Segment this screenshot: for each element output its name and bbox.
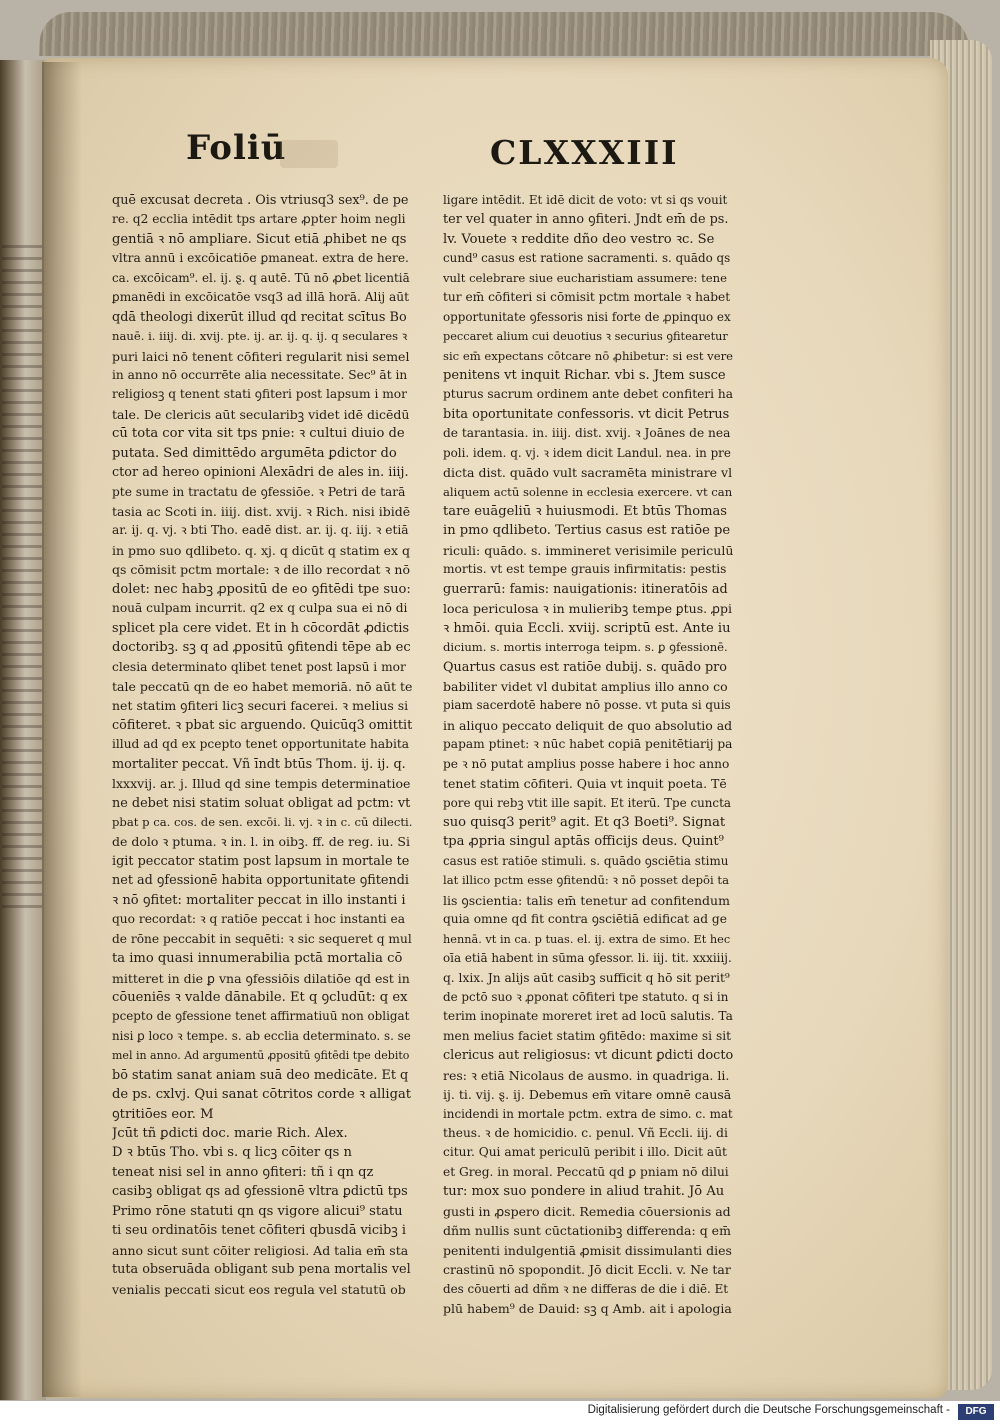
text-line: tasia ac Scoti in. iiij. dist. xvij. ꝛ Rich. nisi ibidē — [112, 504, 411, 519]
text-line: bita oportunitate confessoris. vt dicit Petrus — [443, 406, 730, 422]
text-line: pe ꝛ nō putat amplius posse habere i hoc anno — [443, 756, 730, 771]
text-line: res: ꝛ etiā Nicolaus de ausmo. in quadriga. li. — [443, 1067, 730, 1083]
text-line: teneat nisi sel in anno ꝯfiteri: tñ i qn qz — [112, 1164, 374, 1180]
text-line: religiosꝫ q tenent stati ꝯfiteri post lapsum i mor — [112, 387, 407, 402]
text-line: mitteret in die ꝑ vna ꝯfessiōis dilatiōe qd est in — [112, 970, 410, 986]
text-line: ctor ad hereo opinioni Alexādri de ales in. iiij. — [112, 465, 409, 481]
text-line: clesia determinato qlibet tenet post lapsū i mor — [112, 659, 406, 674]
text-line: splicet pla cere videt. Et in h cōcordāt ꝓdictis — [112, 620, 410, 636]
text-line: poli. idem. q. vj. ꝛ idem dicit Landul. nea. in pre — [443, 445, 731, 460]
digitization-credit: Digitalisierung gefördert durch die Deutsche Forschungsgemeinschaft - — [587, 1404, 950, 1416]
text-line: lis ꝯscientia: talis em̄ tenetur ad confitendum — [443, 892, 730, 908]
text-line: ta imo quasi innumerabilia pctā mortalia cō — [112, 951, 403, 967]
text-line: Jcūt tñ ꝑdicti doc. marie Rich. Alex. — [112, 1126, 348, 1141]
text-column-left — [112, 191, 412, 1299]
text-line: illud ad qd ex pcepto tenet opportunitate habita — [112, 737, 410, 752]
text-line: sic em̄ expectans cōtcare nō ꝓhibetur: si est vere — [443, 348, 733, 363]
text-line: anno sicut sunt cōiter religiosi. Ad talia em̄ sta — [112, 1242, 409, 1258]
text-line: men melius faciet statim ꝯfitēdo: maxime si sit — [443, 1028, 731, 1043]
text-line: puri laici nō tenent cōfiteri regularit nisi semel — [112, 348, 410, 364]
text-line: de tarantasia. in. iiij. dist. xvij. ꝛ Joānes de nea — [443, 426, 731, 441]
text-line: pore qui rebꝫ vtit ille sapit. Et iterū. Tpe cuncta — [443, 795, 731, 810]
text-line: ꝛ nō ꝯfitet: mortaliter peccat in illo instanti i — [112, 892, 406, 908]
text-line: ti seu ordinatōis tenet cōfiteri qbusdā vicibꝫ i — [112, 1223, 407, 1239]
text-line: pbat p ca. cos. de sen. excōi. li. vj. ꝛ in c. cū dilecti. — [112, 815, 412, 829]
dfg-logo: DFG — [958, 1404, 994, 1420]
text-line: tpa ꝓpria singul aptās officijs deus. Quint⁹ — [443, 834, 724, 850]
text-line: qs cōmisit pctm mortale: ꝛ de illo recordat ꝛ nō — [112, 562, 411, 578]
text-line: nisi ꝑ loco ꝛ tempe. s. ab ecclia determinato. s. se — [112, 1028, 411, 1043]
facing-page-edge — [0, 60, 46, 1400]
text-line: opportunitate ꝯfessoris nisi forte de ꝓpinquo ex — [443, 309, 731, 324]
text-line: vult celebrare siue eucharistiam assumere: tene — [443, 270, 727, 285]
text-line: cōfiteret. ꝛ pbat sic arguendo. Quicūq3 omittit — [112, 717, 412, 733]
text-line: pte sume in tractatu de ꝯfessiōe. ꝛ Petri de tarā — [112, 484, 406, 499]
text-line: mel in anno. Ad argumentū ꝓpositū ꝯfitēdi tpe debito — [112, 1049, 410, 1063]
text-line: oīa etiā habent in sūma ꝯfessor. li. iij. tit. xxxiiij. — [443, 951, 732, 966]
text-line: riculi: quādo. s. immineret verisimile periculū — [443, 542, 733, 558]
text-line: dolet: nec habꝫ ꝓpositū de eo ꝯfitēdi tpe suo: — [112, 581, 411, 597]
text-line: gentiā ꝛ nō ampliare. Sicut etiā ꝓhibet ne qs — [112, 231, 407, 247]
text-line: bō statim sanat aniam suā deo medicāte. Et q — [112, 1067, 409, 1083]
text-line: lat illico pctm esse ꝯfitendū: ꝛ nō posset depōi ta — [443, 873, 729, 888]
text-line: piam sacerdotē habere nō posse. vt puta si quis — [443, 698, 731, 713]
text-line: penitenti indulgentiā ꝓmisit dissimulanti dies — [443, 1242, 732, 1258]
text-line: in anno nō occurrēte alia necessitate. Sec⁹ āt in — [112, 367, 408, 382]
facing-page-text-fragment — [2, 245, 42, 915]
text-line: terim inopinate moreret iret ad locū salutis. Ta — [443, 1009, 733, 1024]
text-line: hennā. vt in ca. p tuas. el. ij. extra de simo. Et hec — [443, 932, 731, 946]
text-line: in pmo qdlibeto. Tertius casus est ratiōe pe — [443, 523, 731, 539]
text-line: pcepto de ꝯfessione tenet affirmatiuū non obligat — [112, 1009, 410, 1024]
text-line: dñm nullis sunt cūctationibꝫ differenda: q em̄ — [443, 1223, 731, 1239]
text-line: putata. Sed dimittēdo argumēta ꝑdictor do — [112, 445, 397, 461]
text-line: dicta dist. quādo vult sacramēta ministrare vl — [443, 465, 733, 481]
text-line: et Greg. in moral. Peccatū qd ꝑ pniam nō dilui — [443, 1164, 729, 1179]
text-line: D ꝛ btūs Tho. vbi s. q licꝫ cōiter qs n — [112, 1145, 352, 1161]
text-line: casus est ratiōe stimuli. s. quādo ꝯsciētia stimu — [443, 853, 729, 868]
text-line: ꝛ hmōi. quia Eccli. xviij. scriptū est. Ante iu — [443, 620, 731, 636]
text-line: in pmo suo qdlibeto. q. xj. q dicūt q statim ex q — [112, 542, 410, 558]
text-line: guerrarū: famis: nauigationis: itineratōis ad — [443, 581, 728, 597]
text-line: ar. ij. q. vj. ꝛ bti Tho. eadē dist. ar. ij. q. iij. ꝛ etiā — [112, 523, 409, 538]
text-line: de dolo ꝛ ptuma. ꝛ in. l. in oibꝫ. ff. de reg. iu. Si — [112, 834, 410, 850]
text-line: dicium. s. mortis interroga teipm. s. ꝑ ꝯfessionē. — [443, 640, 728, 655]
text-line: qdā theologi dixerūt illud qd recitat scītus Bo — [112, 309, 407, 325]
text-line: tenet statim cōfiteri. Quia vt inquit poeta. Tē — [443, 776, 727, 792]
text-line: lxxxvij. ar. j. Illud qd sine tempis determinatioe — [112, 776, 411, 792]
text-line: Quartus casus est ratiōe dubij. s. quādo pro — [443, 659, 727, 675]
text-line: suo quisq3 perit⁹ agit. Et q3 Boeti⁹. Signat — [443, 815, 726, 830]
text-line: cund⁹ casus est ratione sacramenti. s. quādo qs — [443, 251, 731, 266]
running-head-folio-number: CLXXXIII — [490, 133, 679, 172]
text-line: igit peccator statim post lapsum in mortale te — [112, 853, 410, 869]
text-line: ij. ti. vij. ȿ. ij. Debemus em̄ vitare omnē causā — [443, 1087, 732, 1103]
text-line: q. lxix. Jn alijs aūt casibꝫ sufficit q hō sit perit⁹ — [443, 970, 730, 985]
text-line: quē excusat decreta . Ois vtriusq3 sex⁹. de pe — [112, 193, 409, 208]
text-line: nauē. i. iiij. di. xvij. pte. ij. ar. ij. q. ij. q seculares ꝛ — [112, 329, 408, 344]
text-line: des cōuerti ad dñm ꝛ ne differas de die i diē. Et — [443, 1281, 729, 1296]
text-line: venialis peccati sicut eos regula vel statutū ob — [112, 1281, 406, 1297]
text-line: tur: mox suo pondere in aliud trahit. Jō Au — [443, 1184, 725, 1200]
ink-smudge — [280, 140, 338, 168]
text-line: clericus aut religiosus: vt dicunt ꝑdicti docto — [443, 1048, 733, 1064]
text-line: penitens vt inquit Richar. vbi s. Jtem susce — [443, 367, 726, 383]
text-line: aliquem actū solenne in ecclesia exercere. vt can — [443, 484, 733, 499]
text-line: crastinū nō spopondit. Jō dicit Eccli. v. Ne tar — [443, 1262, 731, 1278]
text-line: theus. ꝛ de homicidio. c. penul. Vñ Eccli. iij. di — [443, 1126, 728, 1140]
text-line: tur em̄ cōfiteri si cōmisit pctm mortale ꝛ habet — [443, 290, 731, 305]
text-line: cōueniēs ꝛ valde dānabile. Et q ꝯcludūt: q ex — [112, 989, 408, 1005]
text-line: ꝯtritiōes eor. M — [112, 1106, 214, 1122]
text-line: casibꝫ obligat qs ad ꝯfessionē vltra ꝑdictū tps — [112, 1184, 408, 1200]
text-line: peccaret alium cui deuotius ꝛ securius ꝯfitearetur — [443, 330, 728, 344]
text-line: loca periculosa ꝛ in mulieribꝫ tempe ꝑtus. ꝓpi — [443, 601, 732, 617]
running-head-folio-label: Foliū — [186, 128, 287, 168]
text-line: ne debet nisi statim soluat obligat ad pctm: vt — [112, 795, 411, 811]
text-line: incidendi in mortale pctm. extra de simo. c. mat — [443, 1106, 733, 1121]
text-line: tuta obseruāda obligant sub pena mortalis vel — [112, 1262, 411, 1278]
text-line: nouā culpam incurrit. q2 ex q culpa sua ei nō di — [112, 601, 408, 616]
text-line: in aliquo peccato deliquit de quo absolutio ad — [443, 717, 733, 733]
text-line: de pctō suo ꝛ ꝓponat cōfiteri tpe statuto. q si in — [443, 989, 729, 1004]
text-line: babiliter videt vl dubitat amplius illo anno co — [443, 678, 728, 694]
text-line: Primo rōne statuti qn qs vigore alicui⁹ statu — [112, 1203, 403, 1219]
text-line: tale. De clericis aūt secularibꝫ videt idē dicēdū — [112, 406, 410, 422]
text-line: doctoribꝫ. sꝫ q ad ꝓpositū ꝯfitendi tēpe ab ec — [112, 640, 411, 656]
book-top-edge — [39, 12, 971, 56]
text-line: ꝑmanēdi in excōicatōe vsq3 ad illā horā. Alij aūt — [112, 290, 410, 305]
text-line: plū habem⁹ de Dauid: sꝫ q Amb. ait i apologia — [443, 1300, 732, 1316]
text-column-right — [443, 191, 733, 1318]
text-line: tale peccatū qn de eo habet memoriā. nō aūt te — [112, 678, 412, 694]
text-line: ca. excōicam⁹. el. ij. ȿ. q autē. Tū nō ꝓbet licentiā — [112, 270, 410, 285]
text-line: net ad ꝯfessionē habita opportunitate ꝯfitendi — [112, 873, 410, 889]
text-line: citur. Qui amat periculū peribit i illo. Dicit aūt — [443, 1145, 727, 1160]
text-line: ligare intēdit. Et idē dicit de voto: vt si qs vouit — [443, 193, 728, 207]
text-line: de rōne peccabit in sequēti: ꝛ sic sequeret q mul — [112, 931, 412, 946]
text-line: ter vel quater in anno ꝯfiteri. Jndt em̄ de ps. — [443, 212, 729, 228]
text-line: tare euāgeliū ꝛ huiusmodi. Et btūs Thomas — [443, 504, 728, 519]
text-line: mortaliter peccat. Vñ īndt btūs Thom. ij. ij. q. — [112, 756, 406, 772]
gutter-shadow — [42, 62, 82, 1397]
text-line: pturus sacrum ordinem ante debet confiteri ha — [443, 387, 733, 402]
text-line: vltra annū i excōicatiōe ꝑmaneat. extra de here. — [112, 251, 409, 266]
text-line: de ps. cxlvj. Qui sanat cōtritos corde ꝛ alligat — [112, 1087, 412, 1103]
text-line: papam ptinet: ꝛ nūc habet copiā penitētiarij pa — [443, 737, 733, 752]
text-line: gusti in ꝓspero dicit. Remedia cōuersionis ad — [443, 1203, 731, 1219]
text-line: quo recordat: ꝛ q ratiōe peccat i hoc instanti ea — [112, 912, 405, 927]
text-line: re. q2 ecclia intēdit tps artare ꝓpter hoim negli — [112, 212, 406, 227]
text-line: net statim ꝯfiteri licꝫ securi facerei. ꝛ melius si — [112, 698, 409, 714]
text-line: cū tota cor vita sit tps pnie: ꝛ cultui diuio de — [112, 426, 405, 442]
text-line: quia omne qd fit contra ꝯsciētiā edificat ad ge — [443, 912, 727, 927]
text-line: lv. Vouete ꝛ reddite dño deo vestro ꝛc. Se — [443, 231, 715, 247]
text-line: mortis. vt est tempe grauis infirmitatis: pestis — [443, 562, 727, 577]
